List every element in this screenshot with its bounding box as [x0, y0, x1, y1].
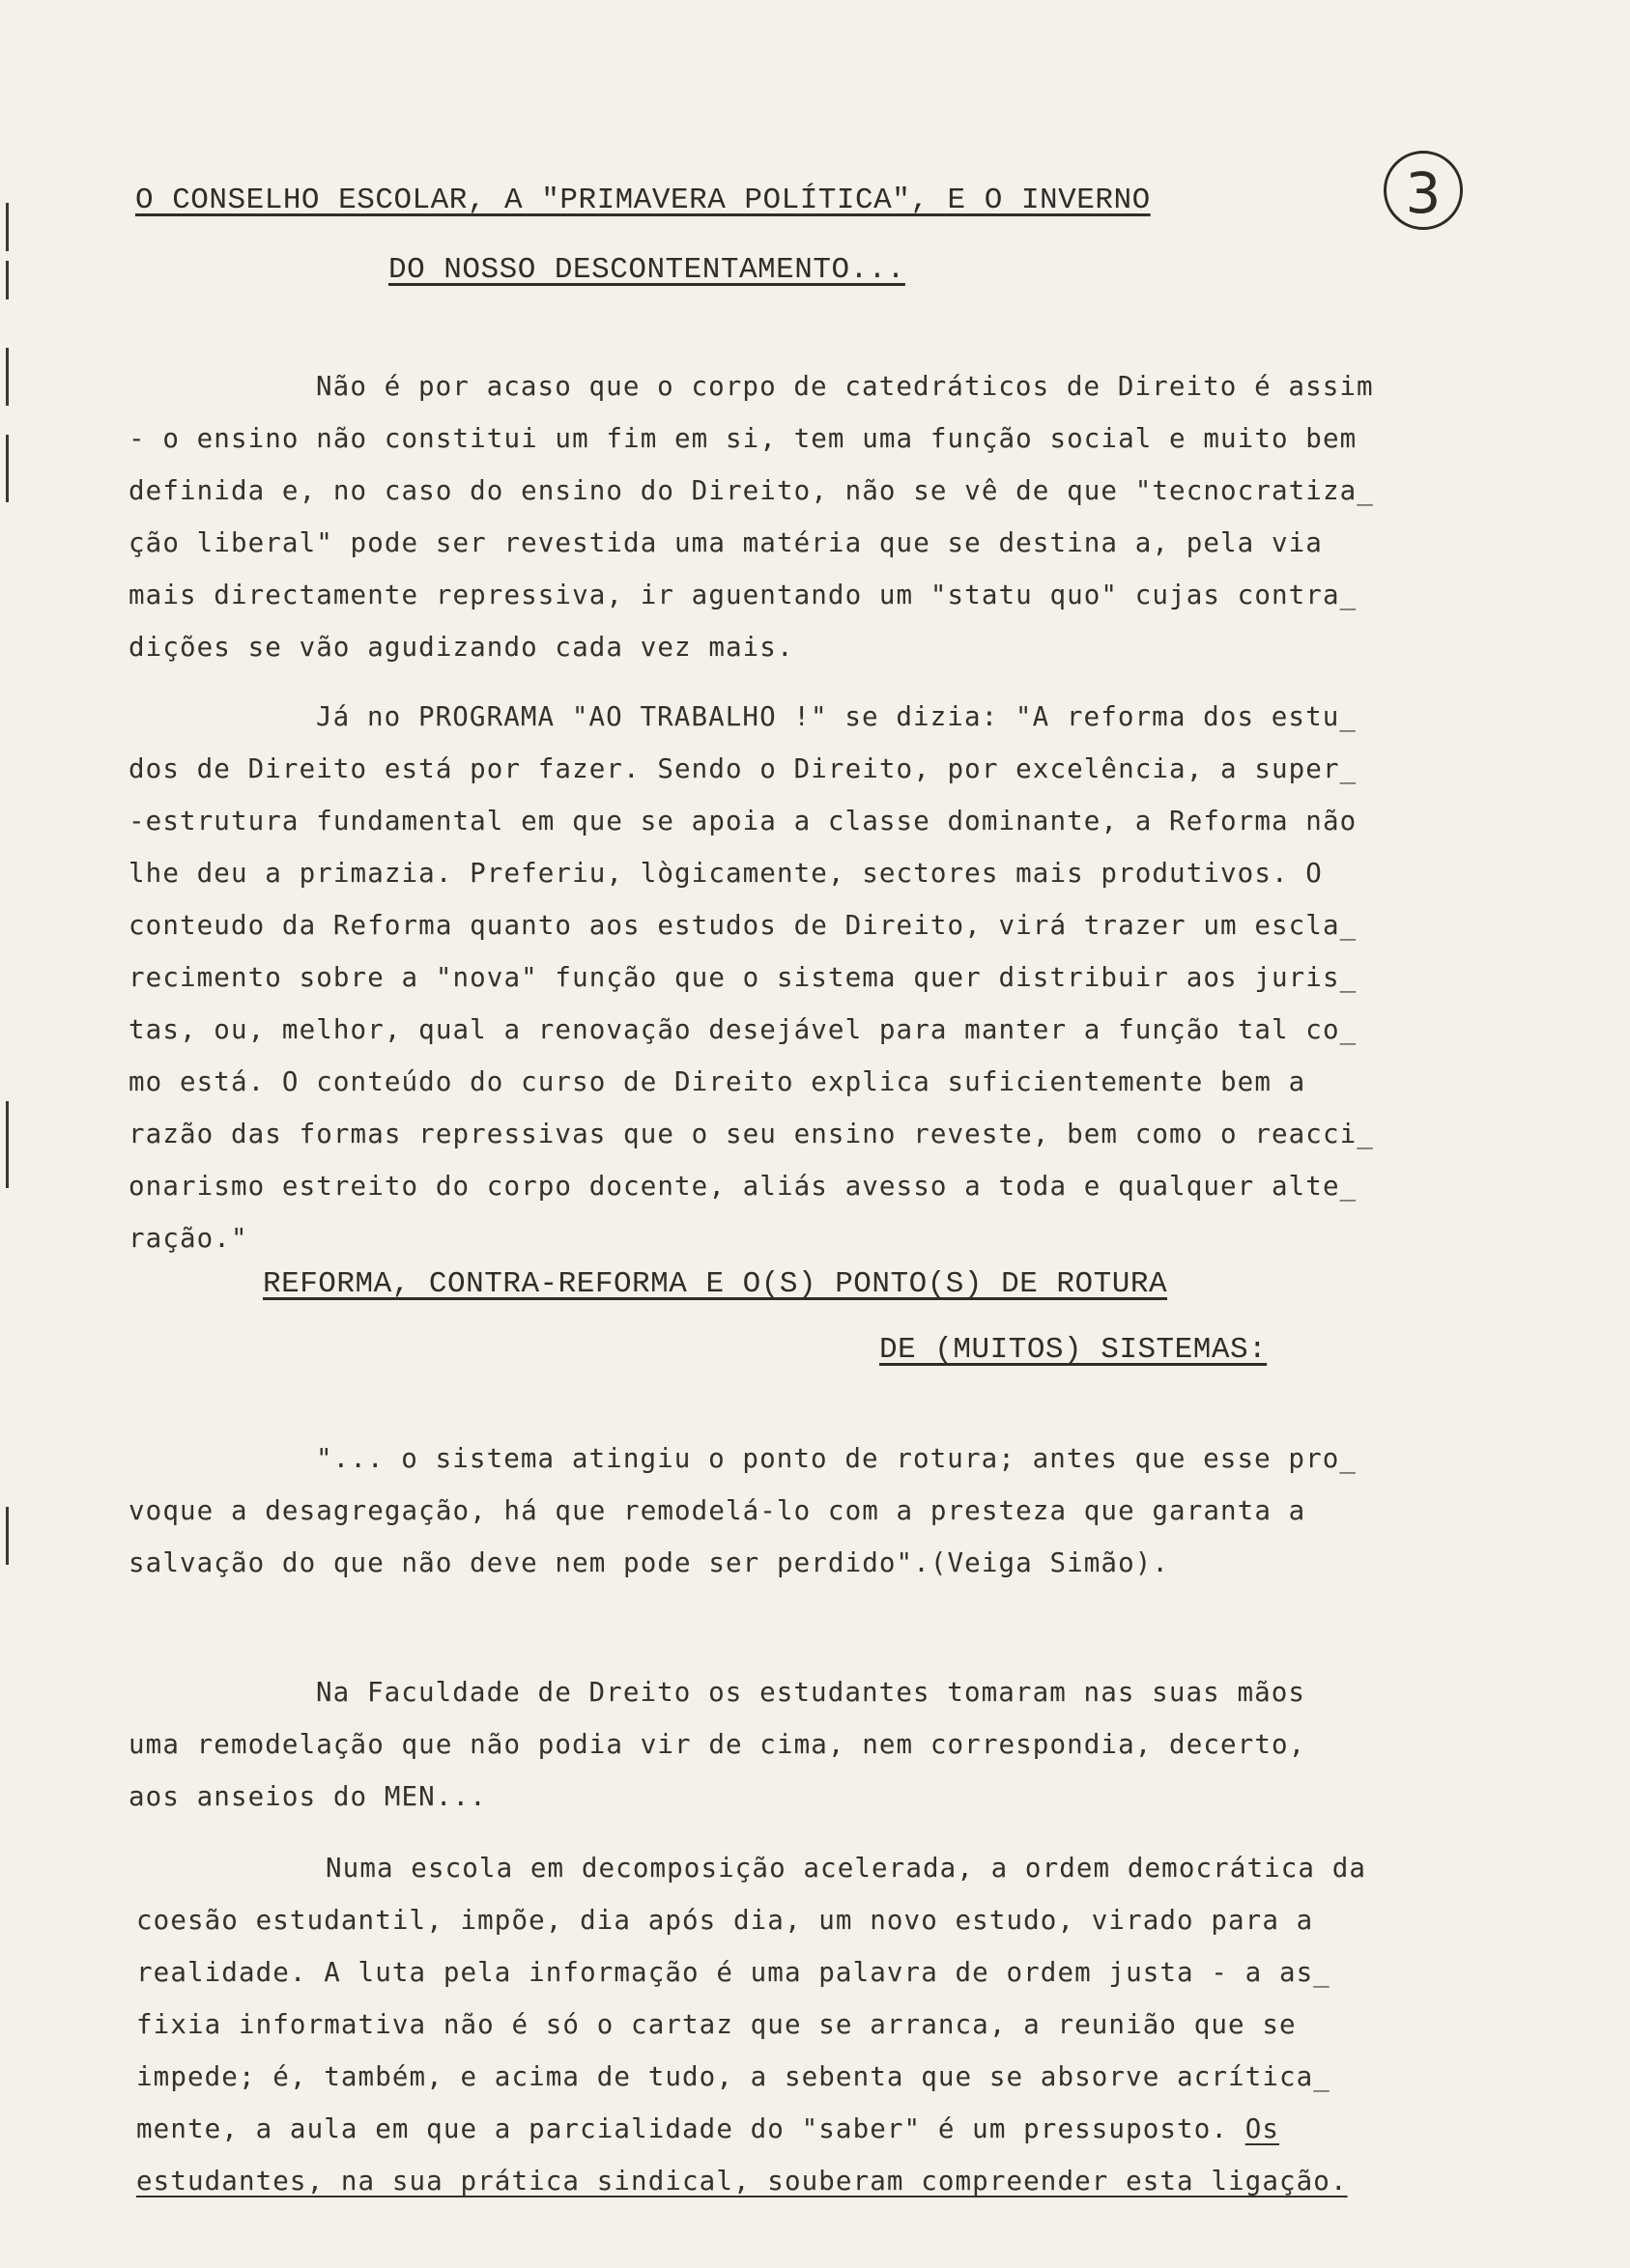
paragraph-2-line: dos de Direito está por fazer. Sendo o Direito, por excelência, a super_ [129, 753, 1358, 784]
paragraph-1-line: Não é por acaso que o corpo de catedráticos de Direito é assim [316, 371, 1374, 402]
paragraph-2-line: mo está. O conteúdo do curso de Direito explica suficientemente bem a [129, 1066, 1306, 1097]
paragraph-3-line: Na Faculdade de Dreito os estudantes tomaram nas suas mãos [316, 1677, 1306, 1708]
paragraph-4-line: fixia informativa não é só o cartaz que se arranca, a reunião que se [136, 2009, 1297, 2040]
binding-mark [6, 348, 9, 406]
section-heading-line-1: REFORMA, CONTRA-REFORMA E O(S) PONTO(S) DE ROTURA [263, 1267, 1168, 1301]
quote-line: salvação do que não deve nem pode ser perdido".(Veiga Simão). [129, 1547, 1170, 1578]
paragraph-3-line: aos anseios do MEN... [129, 1781, 487, 1812]
paragraph-4-line-text: mente, a aula em que a parcialidade do "saber" é um pressuposto. [136, 2113, 1229, 2144]
section-heading-line-2: DE (MUITOS) SISTEMAS: [879, 1333, 1268, 1367]
binding-mark [6, 1507, 9, 1565]
paragraph-3-line: uma remodelação que não podia vir de cima, nem correspondia, decerto, [129, 1729, 1306, 1760]
paragraph-2-line: razão das formas repressivas que o seu ensino reveste, bem como o reacci_ [129, 1119, 1374, 1149]
binding-mark [6, 435, 9, 502]
paragraph-1-line: definida e, no caso do ensino do Direito, não se vê de que "tecnocratiza_ [129, 475, 1374, 506]
paragraph-4-line: impede; é, também, e acima de tudo, a sebenta que se absorve acrítica_ [136, 2061, 1330, 2092]
quote-line: "... o sistema atingiu o ponto de rotura; antes que esse pro_ [316, 1443, 1358, 1474]
paragraph-1-line: - o ensino não constitui um fim em si, tem uma função social e muito bem [129, 423, 1358, 454]
paragraph-2-line: ração." [129, 1223, 248, 1254]
paragraph-2-line: Já no PROGRAMA "AO TRABALHO !" se dizia: "A reforma dos estu_ [316, 701, 1358, 732]
paragraph-1-line: ção liberal" pode ser revestida uma matéria que se destina a, pela via [129, 527, 1323, 558]
paragraph-2-line: tas, ou, melhor, qual a renovação desejável para manter a função tal co_ [129, 1014, 1358, 1045]
underlined-emphasis-line: estudantes, na sua prática sindical, souberam compreender esta ligação. [136, 2166, 1348, 2197]
paragraph-1-line: mais directamente repressiva, ir aguentando um "statu quo" cujas contra_ [129, 580, 1358, 610]
paragraph-1-line: dições se vão agudizando cada vez mais. [129, 632, 794, 663]
paragraph-2-line: lhe deu a primazia. Preferiu, lògicamente, sectores mais produtivos. O [129, 858, 1323, 889]
paragraph-4-line: Numa escola em decomposição acelerada, a ordem democrática da [326, 1853, 1367, 1884]
paragraph-4-line [136, 2113, 1279, 2144]
paragraph-4-line: realidade. A luta pela informação é uma palavra de ordem justa - a as_ [136, 1957, 1330, 1988]
binding-mark [6, 1101, 9, 1188]
paragraph-4-line: coesão estudantil, impõe, dia após dia, um novo estudo, virado para a [136, 1905, 1314, 1936]
paragraph-2-line: -estrutura fundamental em que se apoia a classe dominante, a Reforma não [129, 806, 1358, 836]
paragraph-2-line: recimento sobre a "nova" função que o sistema quer distribuir aos juris_ [129, 962, 1358, 993]
quote-line: voque a desagregação, há que remodelá-lo com a presteza que garanta a [129, 1495, 1306, 1526]
page-number: 3 [1384, 151, 1463, 230]
binding-mark [6, 203, 9, 251]
paragraph-2-line: onarismo estreito do corpo docente, aliás avesso a toda e qualquer alte_ [129, 1171, 1358, 1202]
title-line-1: O CONSELHO ESCOLAR, A "PRIMAVERA POLÍTICA", E O INVERNO [135, 184, 1151, 217]
underlined-emphasis: Os [1244, 2113, 1280, 2144]
title-line-2: DO NOSSO DESCONTENTAMENTO... [388, 253, 905, 287]
paragraph-2-line: conteudo da Reforma quanto aos estudos de Direito, virá trazer um escla_ [129, 910, 1358, 941]
binding-mark [6, 261, 9, 299]
